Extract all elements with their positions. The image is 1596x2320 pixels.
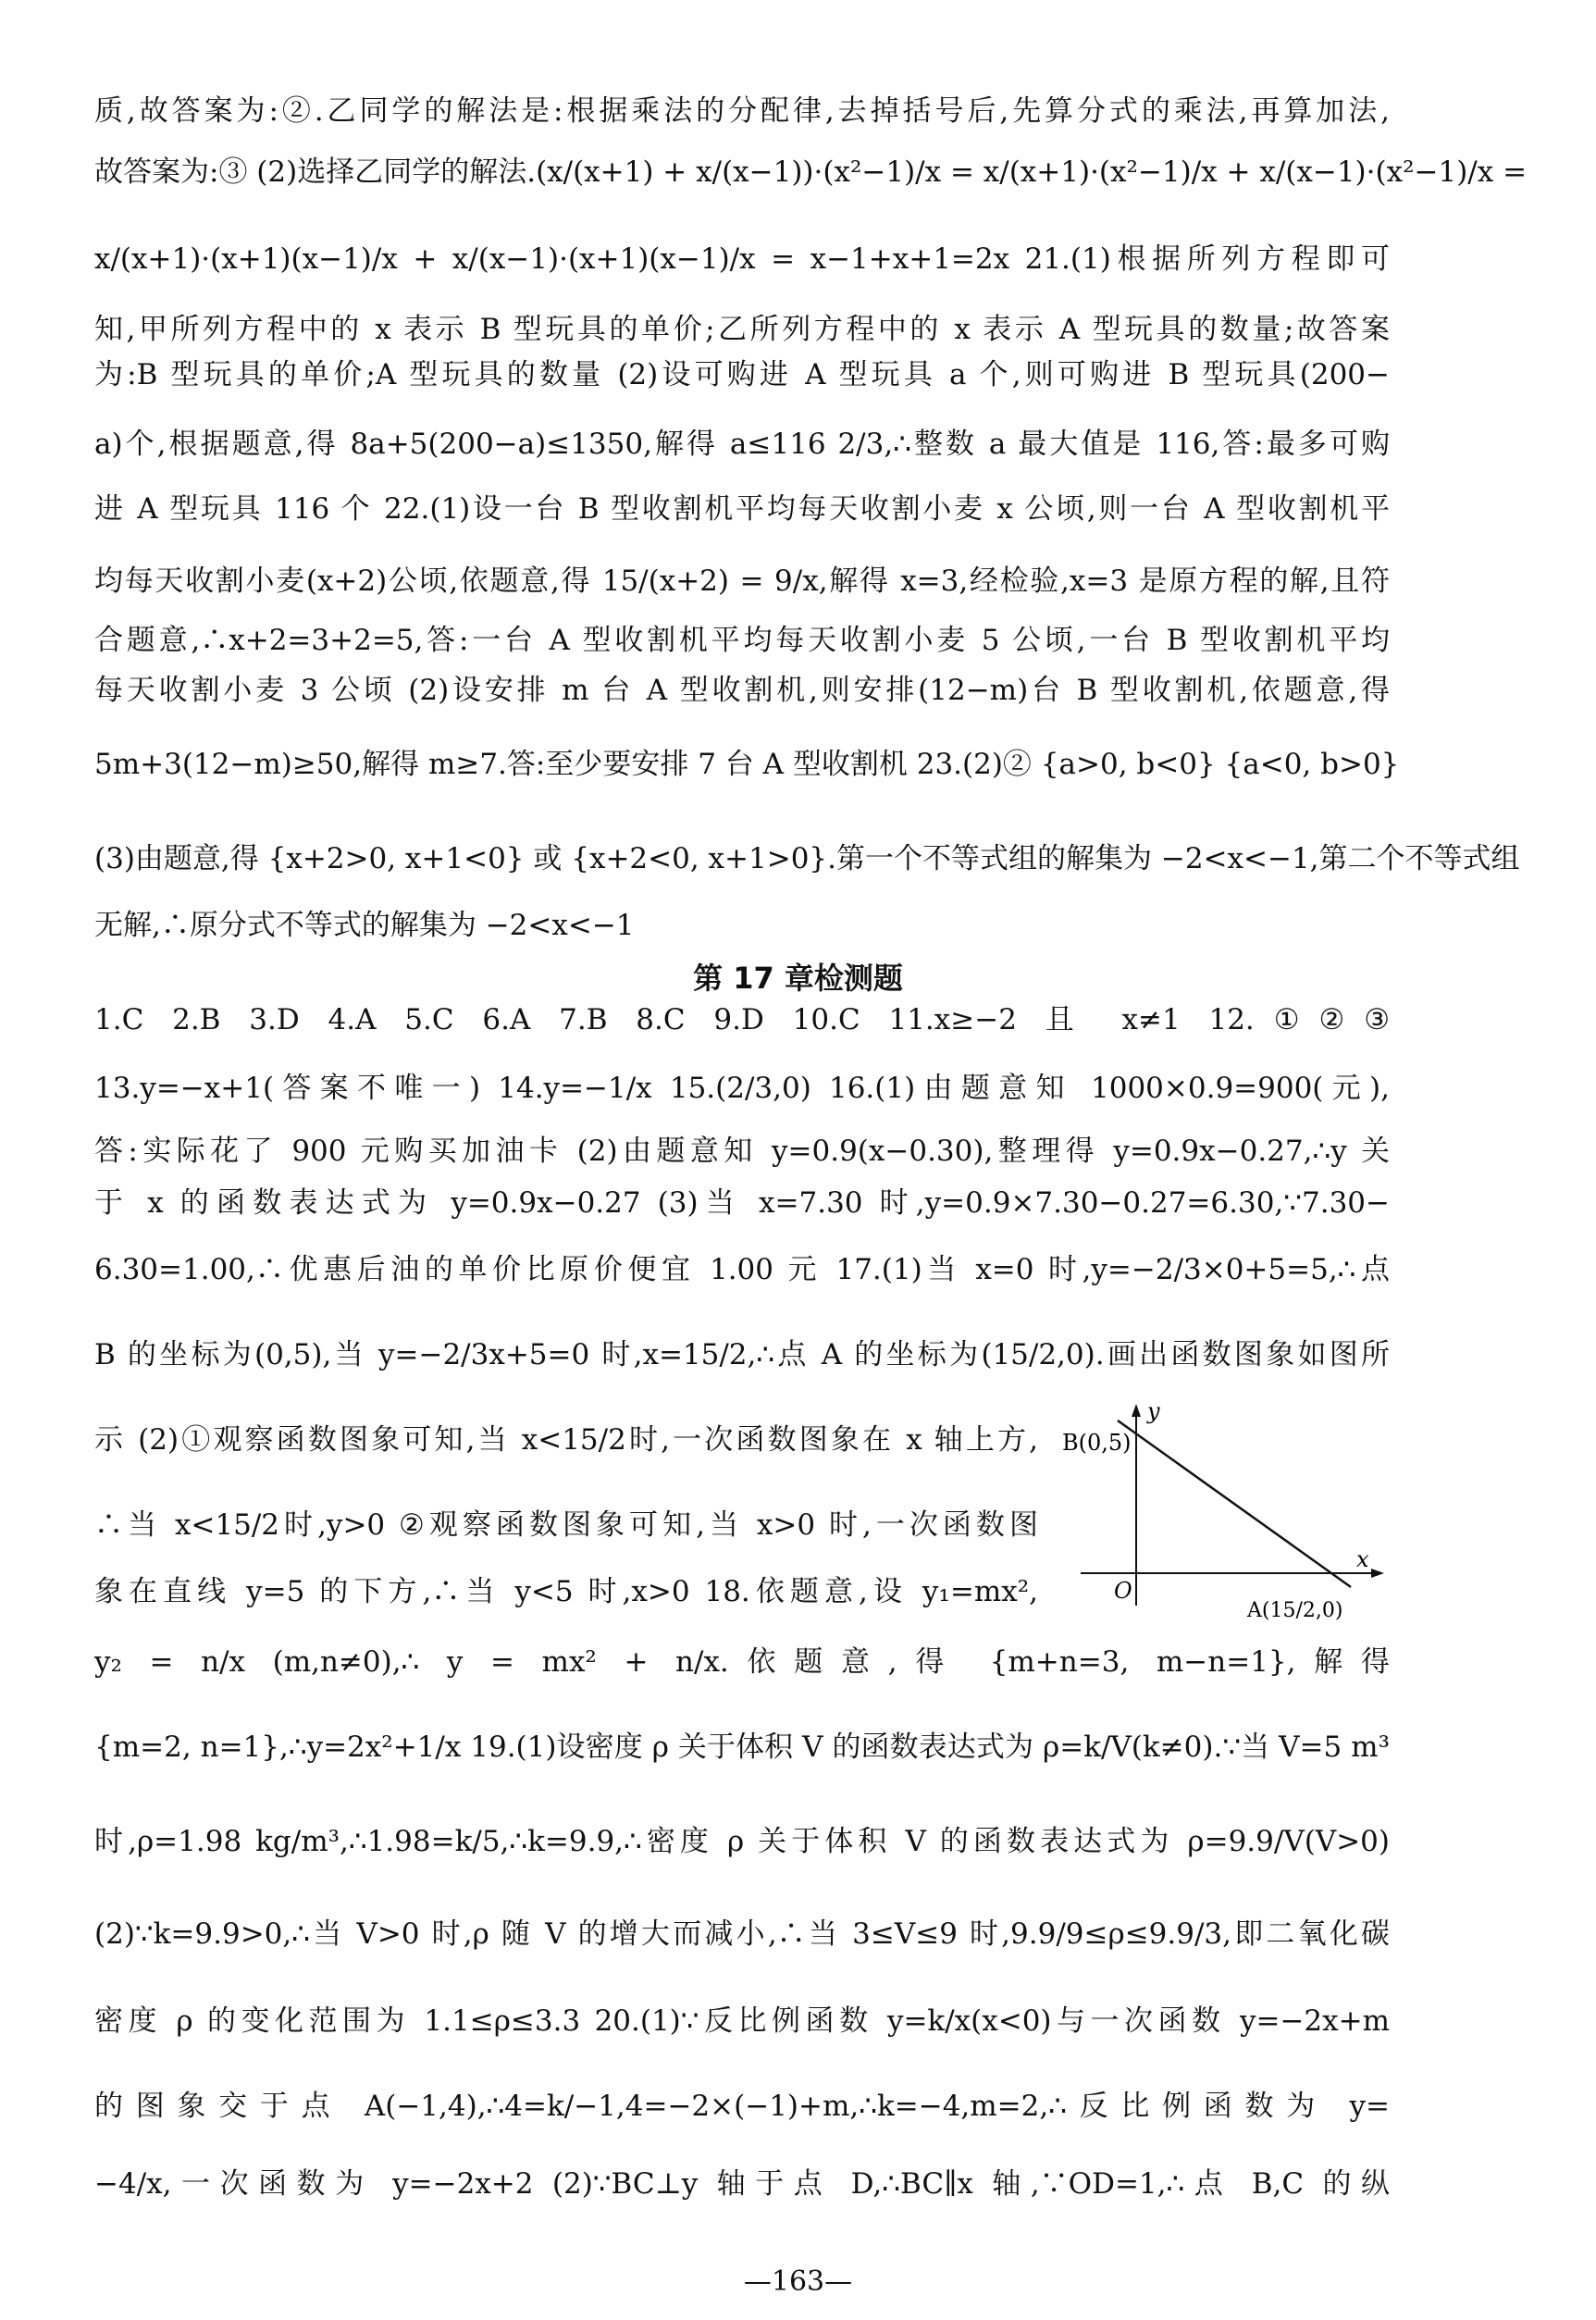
text-line: ∴当 x<15/2时,y>0 ②观察函数图象可知,当 x>0 时,一次函数图 [94, 1508, 1038, 1542]
origin-label: O [1114, 1578, 1132, 1604]
text-line: (3)由题意,得 {x+2>0, x+1<0} 或 {x+2<0, x+1>0}.第一个不等式组的解集为 −2<x<−1,第二个不等式组 [94, 842, 1520, 875]
text-line: −4/x,一次函数为 y=−2x+2 (2)∵BC⊥y 轴于点 D,∴BC∥x 轴,∵OD=1,∴点 B,C 的纵 [94, 2167, 1390, 2201]
point-b-label: B(0,5) [1062, 1430, 1132, 1456]
text-line: y₂ = n/x (m,n≠0),∴ y = mx² + n/x.依题意,得 {m+n=3, m−n=1},解得 [94, 1645, 1390, 1679]
text-line: 象在直线 y=5 的下方,∴当 y<5 时,x>0 18.依题意,设 y₁=mx², [94, 1575, 1038, 1608]
x-axis-label: x [1356, 1546, 1369, 1572]
text-line: 均每天收割小麦(x+2)公顷,依题意,得 15/(x+2) = 9/x,解得 x=3,经检验,x=3 是原方程的解,且符 [94, 564, 1390, 598]
function-graph [1062, 1393, 1395, 1633]
text-line: 答:实际花了 900 元购买加油卡 (2)由题意知 y=0.9(x−0.30),整理得 y=0.9x−0.27,∴y 关 [94, 1135, 1390, 1168]
text-line: 为:B 型玩具的单价;A 型玩具的数量 (2)设可购进 A 型玩具 a 个,则可购进 B 型玩具(200− [94, 358, 1390, 391]
text-line: x/(x+1)·(x+1)(x−1)/x + x/(x−1)·(x+1)(x−1)/x = x−1+x+1=2x 21.(1)根据所列方程即可 [94, 242, 1390, 276]
y-axis-arrow-icon [1132, 1404, 1141, 1417]
text-line: 合题意,∴x+2=3+2=5,答:一台 A 型收割机平均每天收割小麦 5 公顷,一台 B 型收割机平均 [94, 624, 1390, 657]
text-line: 的图象交于点 A(−1,4),∴4=k/−1,4=−2×(−1)+m,∴k=−4,m=2,∴反比例函数为 y= [94, 2090, 1390, 2123]
text-line: 每天收割小麦 3 公顷 (2)设安排 m 台 A 型收割机,则安排(12−m)台 B 型收割机,依题意,得 [94, 674, 1390, 707]
text-line: 无解,∴原分式不等式的解集为 −2<x<−1 [94, 909, 635, 942]
text-line: 质,故答案为:②.乙同学的解法是:根据乘法的分配律,去掉括号后,先算分式的乘法,再算加法, [94, 94, 1390, 128]
function-line [1118, 1421, 1351, 1587]
page-number: —163— [743, 2265, 853, 2298]
x-axis-arrow-icon [1371, 1569, 1384, 1578]
text-line: 故答案为:③ (2)选择乙同学的解法.(x/(x+1) + x/(x−1))·(x²−1)/x = x/(x+1)·(x²−1)/x + x/(x−1)·(x²−1)/x = [94, 155, 1528, 189]
text-line: 6.30=1.00,∴优惠后油的单价比原价便宜 1.00 元 17.(1)当 x=0 时,y=−2/3×0+5=5,∴点 [94, 1253, 1390, 1286]
y-axis-label: y [1147, 1398, 1160, 1424]
text-line: 5m+3(12−m)≥50,解得 m≥7.答:至少要安排 7 台 A 型收割机 23.(2)② {a>0, b<0} {a<0, b>0} [94, 748, 1400, 781]
text-line: (2)∵k=9.9>0,∴当 V>0 时,ρ 随 V 的增大而减小,∴当 3≤V≤9 时,9.9/9≤ρ≤9.9/3,即二氧化碳 [94, 1917, 1390, 1951]
section-title: 第 17 章检测题 [693, 961, 903, 996]
point-a-label: A(15/2,0) [1247, 1599, 1343, 1622]
text-line: 1.C 2.B 3.D 4.A 5.C 6.A 7.B 8.C 9.D 10.C 11.x≥−2 且 x≠1 12.①②③ [94, 1003, 1390, 1036]
text-line: {m=2, n=1},∴y=2x²+1/x 19.(1)设密度 ρ 关于体积 V 的函数表达式为 ρ=k/V(k≠0).∵当 V=5 m³ [94, 1731, 1390, 1764]
text-line: 密度 ρ 的变化范围为 1.1≤ρ≤3.3 20.(1)∵反比例函数 y=k/x(x<0)与一次函数 y=−2x+m [94, 2004, 1390, 2038]
text-line: a)个,根据题意,得 8a+5(200−a)≤1350,解得 a≤116 2/3,∴整数 a 最大值是 116,答:最多可购 [94, 428, 1390, 461]
text-line: 时,ρ=1.98 kg/m³,∴1.98=k/5,∴k=9.9,∴密度 ρ 关于体积 V 的函数表达式为 ρ=9.9/V(V>0) [94, 1825, 1390, 1858]
text-line: 知,甲所列方程中的 x 表示 B 型玩具的单价;乙所列方程中的 x 表示 A 型玩具的数量;故答案 [94, 313, 1390, 346]
text-line: B 的坐标为(0,5),当 y=−2/3x+5=0 时,x=15/2,∴点 A 的坐标为(15/2,0).画出函数图象如图所 [94, 1338, 1390, 1371]
text-line: 13.y=−x+1(答案不唯一) 14.y=−1/x 15.(2/3,0) 16.(1)由题意知 1000×0.9=900(元), [94, 1072, 1390, 1105]
text-line: 示 (2)①观察函数图象可知,当 x<15/2时,一次函数图象在 x 轴上方, [94, 1423, 1038, 1457]
text-line: 进 A 型玩具 116 个 22.(1)设一台 B 型收割机平均每天收割小麦 x 公顷,则一台 A 型收割机平 [94, 492, 1390, 526]
text-line: 于 x 的函数表达式为 y=0.9x−0.27 (3)当 x=7.30 时,y=0.9×7.30−0.27=6.30,∵7.30− [94, 1186, 1390, 1220]
